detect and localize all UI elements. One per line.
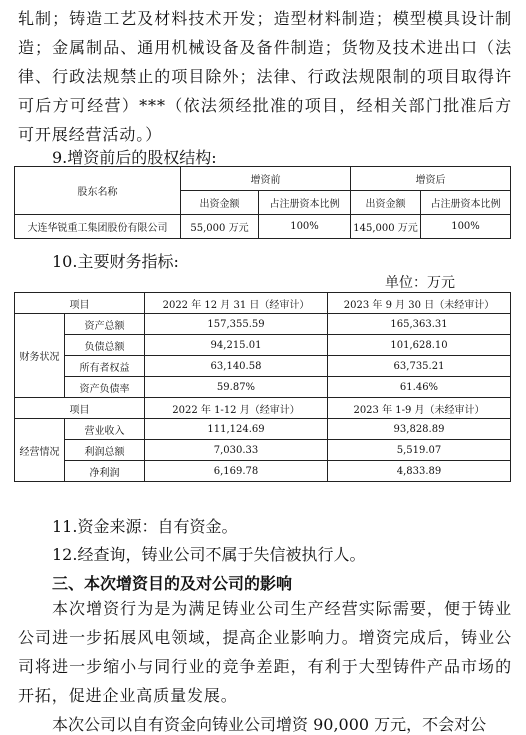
cell-value: 6,169.78 bbox=[145, 461, 328, 482]
cell-value: 93,828.89 bbox=[328, 419, 511, 440]
section-3-title: 三、本次增资目的及对公司的影响 bbox=[52, 574, 293, 593]
item-header: 项目 bbox=[15, 293, 145, 314]
balance-group-label: 财务状况 bbox=[15, 314, 65, 398]
item-12: 12.经查询，铸业公司不属于失信被执行人。 bbox=[52, 545, 366, 564]
row-label: 营业收入 bbox=[65, 419, 145, 440]
balance-col2-header: 2023 年 9 月 30 日（未经审计） bbox=[328, 293, 511, 314]
last-paragraph-start: 本次公司以自有资金向铸业公司增资 90,000 万元，不会对公 bbox=[52, 715, 487, 734]
unit-label: 单位：万元 bbox=[385, 275, 455, 291]
row-label: 利润总额 bbox=[65, 440, 145, 461]
cell-value: 4,833.89 bbox=[328, 461, 511, 482]
table-row bbox=[15, 377, 511, 398]
section-10-title: 10.主要财务指标: bbox=[52, 252, 179, 271]
row-label: 资产总额 bbox=[65, 314, 145, 335]
balance-col1-header: 2022 年 12 月 31 日（经审计） bbox=[145, 293, 328, 314]
ops-group-label: 经营情况 bbox=[15, 419, 65, 482]
financial-indicators-table bbox=[14, 292, 511, 482]
table-row bbox=[15, 215, 511, 239]
after-ratio: 100% bbox=[421, 215, 511, 239]
cell-value: 7,030.33 bbox=[145, 440, 328, 461]
cell-value: 59.87% bbox=[145, 377, 328, 398]
before-ratio: 100% bbox=[259, 215, 351, 239]
after-increase-header: 增资后 bbox=[351, 167, 511, 191]
cell-value: 111,124.69 bbox=[145, 419, 328, 440]
row-label: 资产负债率 bbox=[65, 377, 145, 398]
table-row bbox=[15, 314, 511, 335]
cell-value: 63,140.58 bbox=[145, 356, 328, 377]
before-amount-header: 出资金额 bbox=[181, 191, 259, 215]
purpose-paragraph: 本次增资行为是为满足铸业公司生产经营实际需要，便于铸业公司进一步拓展风电领域，提高企业影响力。增资完成后，铸业公司将进一步缩小与同行业的竞争差距，有利于大型铸件产品市场的开拓，促进企业高质量发展。 bbox=[18, 599, 512, 705]
after-ratio-header: 占注册资本比例 bbox=[421, 191, 511, 215]
table-row bbox=[15, 419, 511, 440]
after-amount: 145,000 万元 bbox=[351, 215, 421, 239]
row-label: 所有者权益 bbox=[65, 356, 145, 377]
cell-value: 61.46% bbox=[328, 377, 511, 398]
cell-value: 165,363.31 bbox=[328, 314, 511, 335]
cell-value: 94,215.01 bbox=[145, 335, 328, 356]
before-amount: 55,000 万元 bbox=[181, 215, 259, 239]
before-ratio-header: 占注册资本比例 bbox=[259, 191, 351, 215]
before-increase-header: 增资前 bbox=[181, 167, 351, 191]
after-amount-header: 出资金额 bbox=[351, 191, 421, 215]
cell-value: 5,519.07 bbox=[328, 440, 511, 461]
ops-item-header: 项目 bbox=[15, 398, 145, 419]
cell-value: 101,628.10 bbox=[328, 335, 511, 356]
table-row bbox=[15, 356, 511, 377]
shareholder-name: 大连华锐重工集团股份有限公司 bbox=[15, 215, 181, 239]
intro-paragraph: 轧制；铸造工艺及材料技术开发；造型材料制造；模型模具设计制造；金属制品、通用机械设备及备件制造；货物及技术进出口（法律、行政法规禁止的项目除外；法律、行政法规限制的项目取得许可后方可经营）***（依法须经批准的项目，经相关部门批准后方可开展经营活动。） bbox=[18, 9, 512, 144]
table-row bbox=[15, 440, 511, 461]
table-row bbox=[15, 335, 511, 356]
section-9-title: 9.增资前后的股权结构: bbox=[52, 148, 217, 167]
item-11: 11.资金来源：自有资金。 bbox=[52, 517, 238, 536]
table-row bbox=[15, 461, 511, 482]
cell-value: 63,735.21 bbox=[328, 356, 511, 377]
ops-col1-header: 2022 年 1-12 月（经审计） bbox=[145, 398, 328, 419]
equity-structure-table bbox=[14, 166, 511, 239]
row-label: 净利润 bbox=[65, 461, 145, 482]
ops-col2-header: 2023 年 1-9 月（未经审计） bbox=[328, 398, 511, 419]
cell-value: 157,355.59 bbox=[145, 314, 328, 335]
shareholder-header: 股东名称 bbox=[15, 167, 181, 215]
row-label: 负债总额 bbox=[65, 335, 145, 356]
